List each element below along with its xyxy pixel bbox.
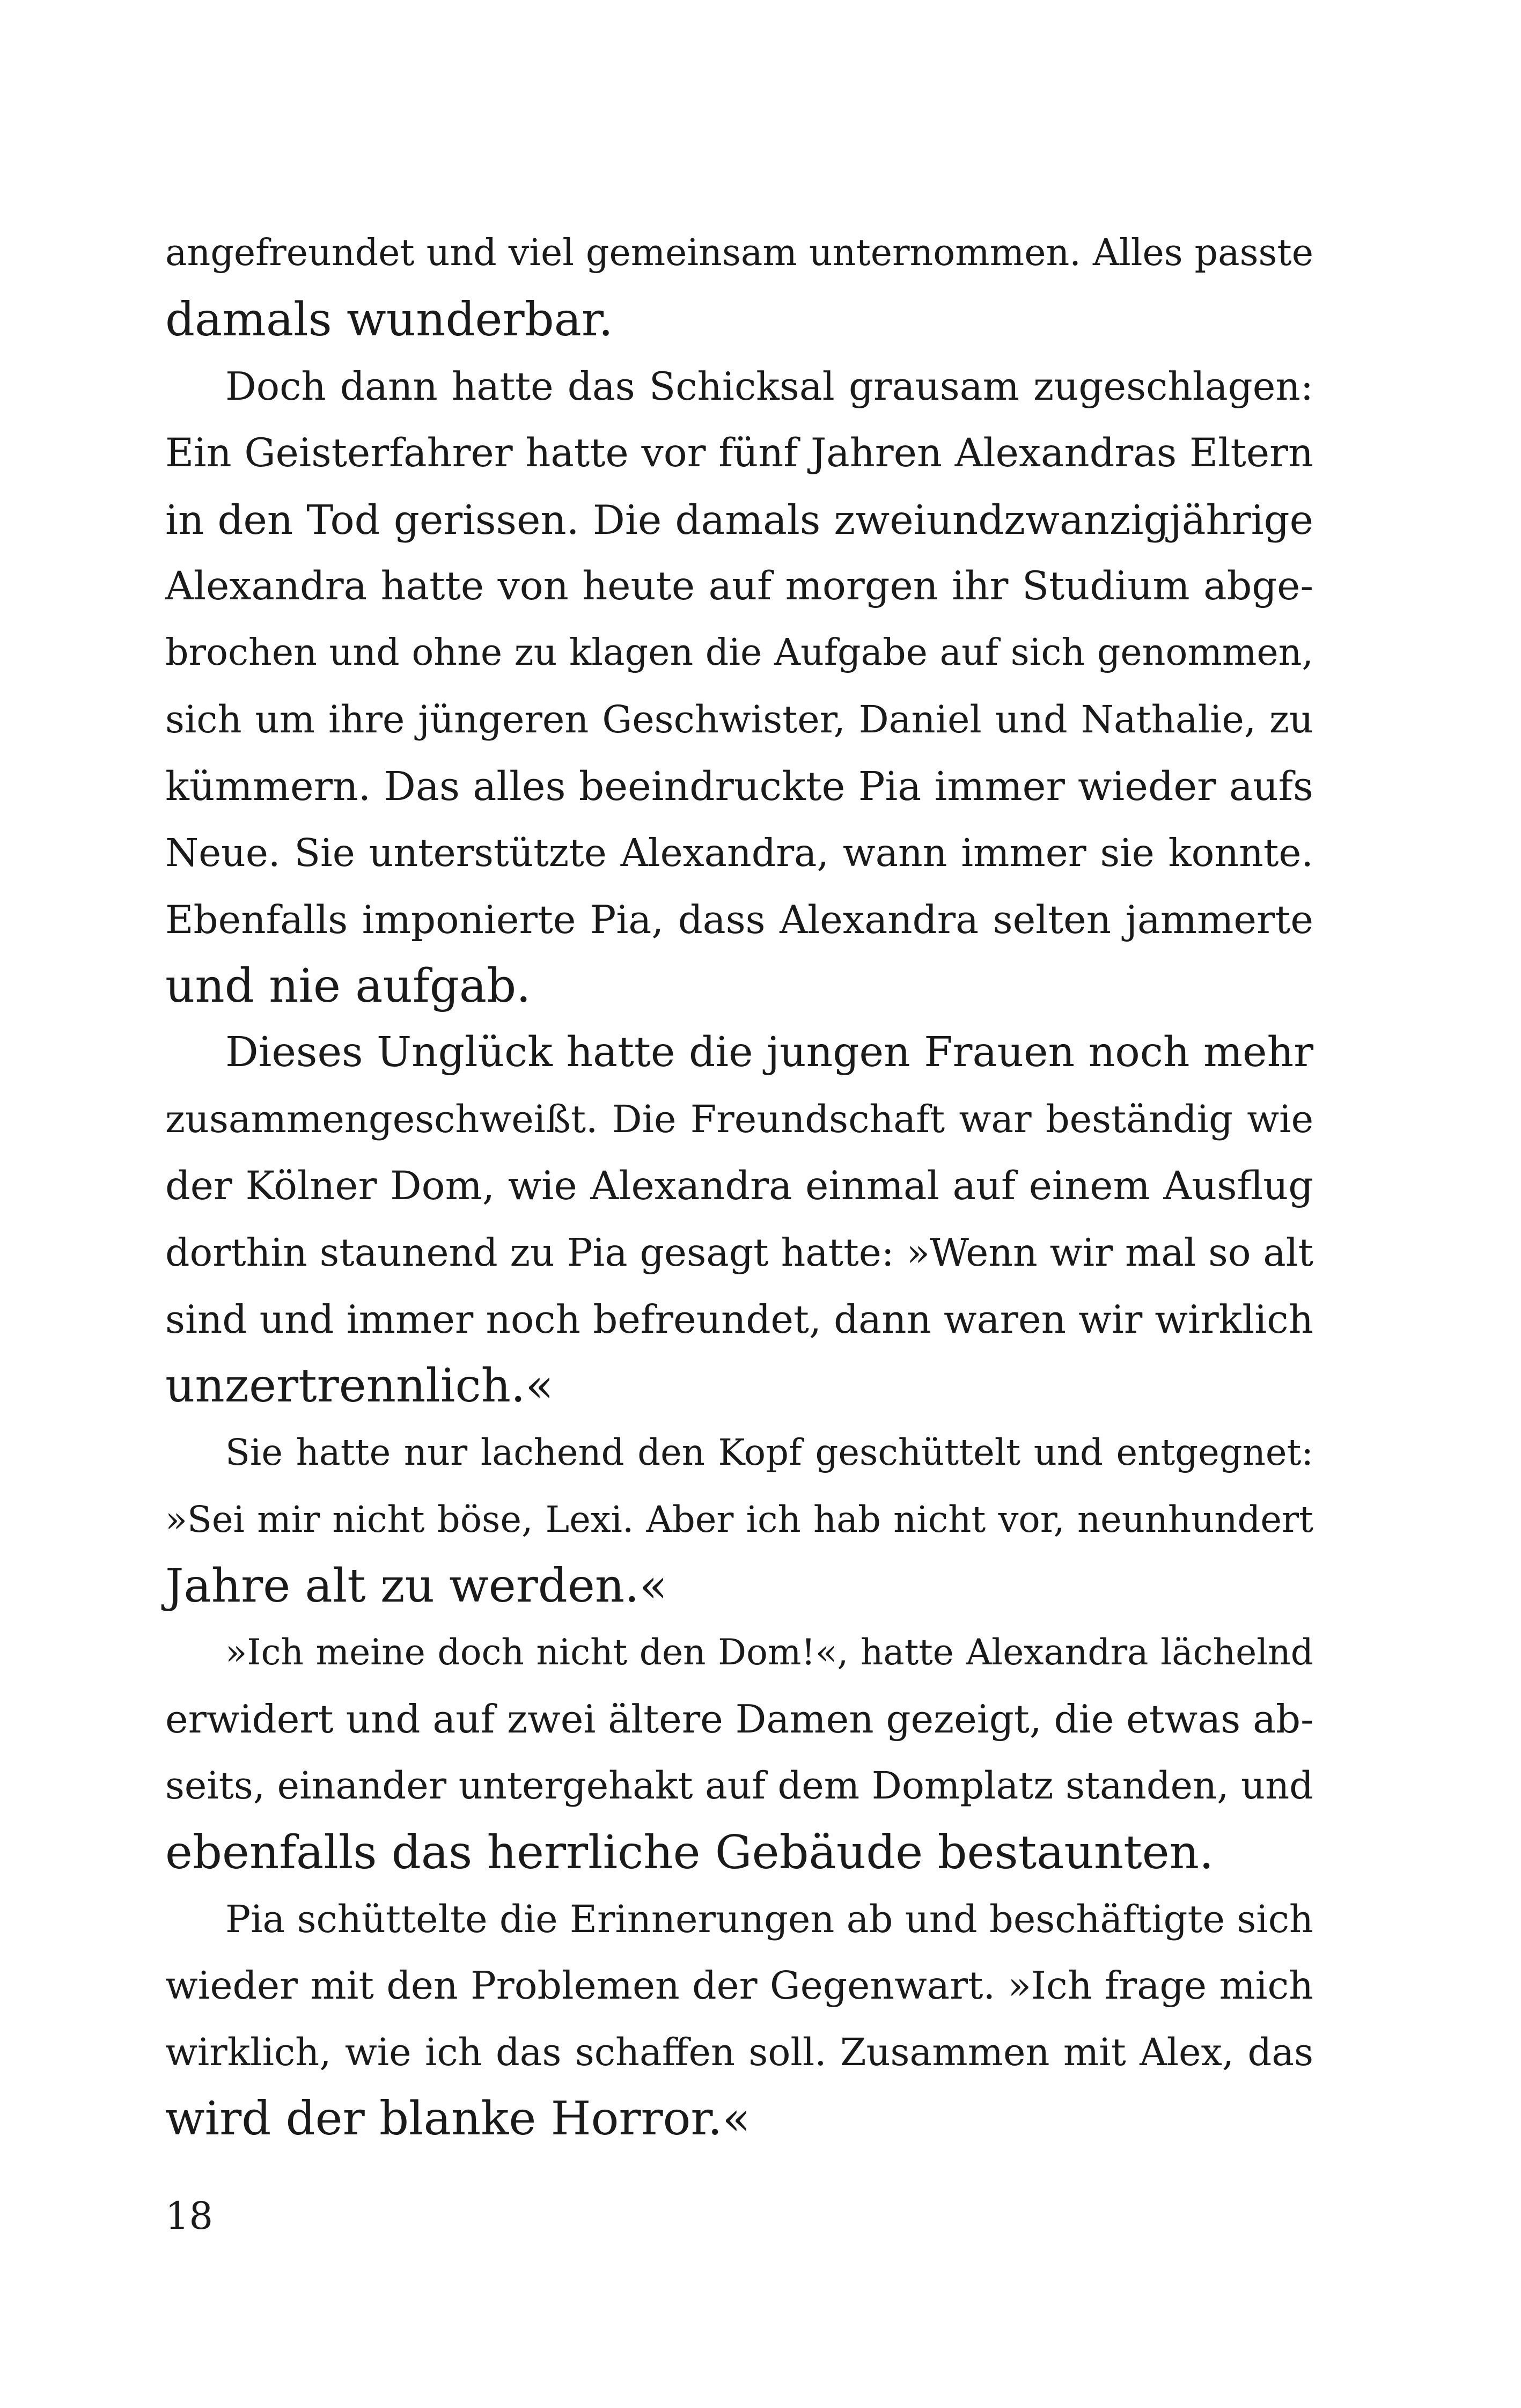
text-line: und nie aufgab.: [165, 959, 531, 1014]
text-line: Doch dann hatte das Schicksal grausam zugeschlagen:: [225, 364, 1313, 409]
text-line: Pia schüttelte die Erinnerungen ab und beschäftigte sich: [225, 1897, 1313, 1941]
text-line: Ein Geisterfahrer hatte vor fünf Jahren Alexandras Eltern: [165, 430, 1313, 476]
text-line: brochen und ohne zu klagen die Aufgabe auf sich genommen,: [165, 632, 1313, 674]
page-number: 18: [165, 2194, 214, 2238]
text-line: kümmern. Das alles beeindruckte Pia immer wieder aufs: [165, 763, 1313, 810]
text-line: Alexandra hatte von heute auf morgen ihr Studium abge-: [165, 563, 1313, 609]
text-line: zusammengeschweißt. Die Freundschaft war beständig wie: [165, 1097, 1313, 1142]
text-line: wirklich, wie ich das schaffen soll. Zusammen mit Alex, das: [165, 2030, 1313, 2075]
text-line: erwidert und auf zwei ältere Damen gezeigt, die etwas ab-: [165, 1697, 1314, 1742]
text-line: wird der blanke Horror.«: [165, 2092, 751, 2146]
text-line: seits, einander untergehakt auf dem Domplatz standen, und: [165, 1764, 1313, 1808]
text-line: Dieses Unglück hatte die jungen Frauen noch mehr: [225, 1029, 1313, 1077]
text-line: sind und immer noch befreundet, dann waren wir wirklich: [165, 1297, 1313, 1342]
text-line: Ebenfalls imponierte Pia, dass Alexandra selten jammerte: [165, 897, 1313, 942]
text-line: unzertrennlich.«: [165, 1359, 554, 1413]
text-line: damals wunderbar.: [165, 293, 613, 347]
text-line: Neue. Sie unterstützte Alexandra, wann immer sie konnte.: [165, 830, 1313, 875]
text-line: ebenfalls das herrliche Gebäude bestaunten.: [165, 1825, 1214, 1880]
text-line: dorthin staunend zu Pia gesagt hatte: »Wenn wir mal so alt: [165, 1230, 1313, 1275]
body-text: [165, 220, 1313, 2152]
text-line: »Ich meine doch nicht den Dom!«, hatte Alexandra lächelnd: [225, 1631, 1313, 1673]
text-line: der Kölner Dom, wie Alexandra einmal auf einem Ausflug: [165, 1163, 1313, 1209]
text-line: Jahre alt zu werden.«: [165, 1559, 668, 1613]
text-line: wieder mit den Problemen der Gegenwart. »Ich frage mich: [165, 1963, 1313, 2008]
text-line: sich um ihre jüngeren Geschwister, Daniel und Nathalie, zu: [165, 698, 1313, 742]
text-line: angefreundet und viel gemeinsam unternommen. Alles passte: [165, 232, 1313, 274]
text-line: in den Tod gerissen. Die damals zweiundzwanzigjährige: [165, 496, 1313, 544]
text-line: »Sei mir nicht böse, Lexi. Aber ich hab nicht vor, neunhundert: [165, 1498, 1313, 1540]
text-line: Sie hatte nur lachend den Kopf geschüttelt und entgegnet:: [225, 1431, 1313, 1474]
